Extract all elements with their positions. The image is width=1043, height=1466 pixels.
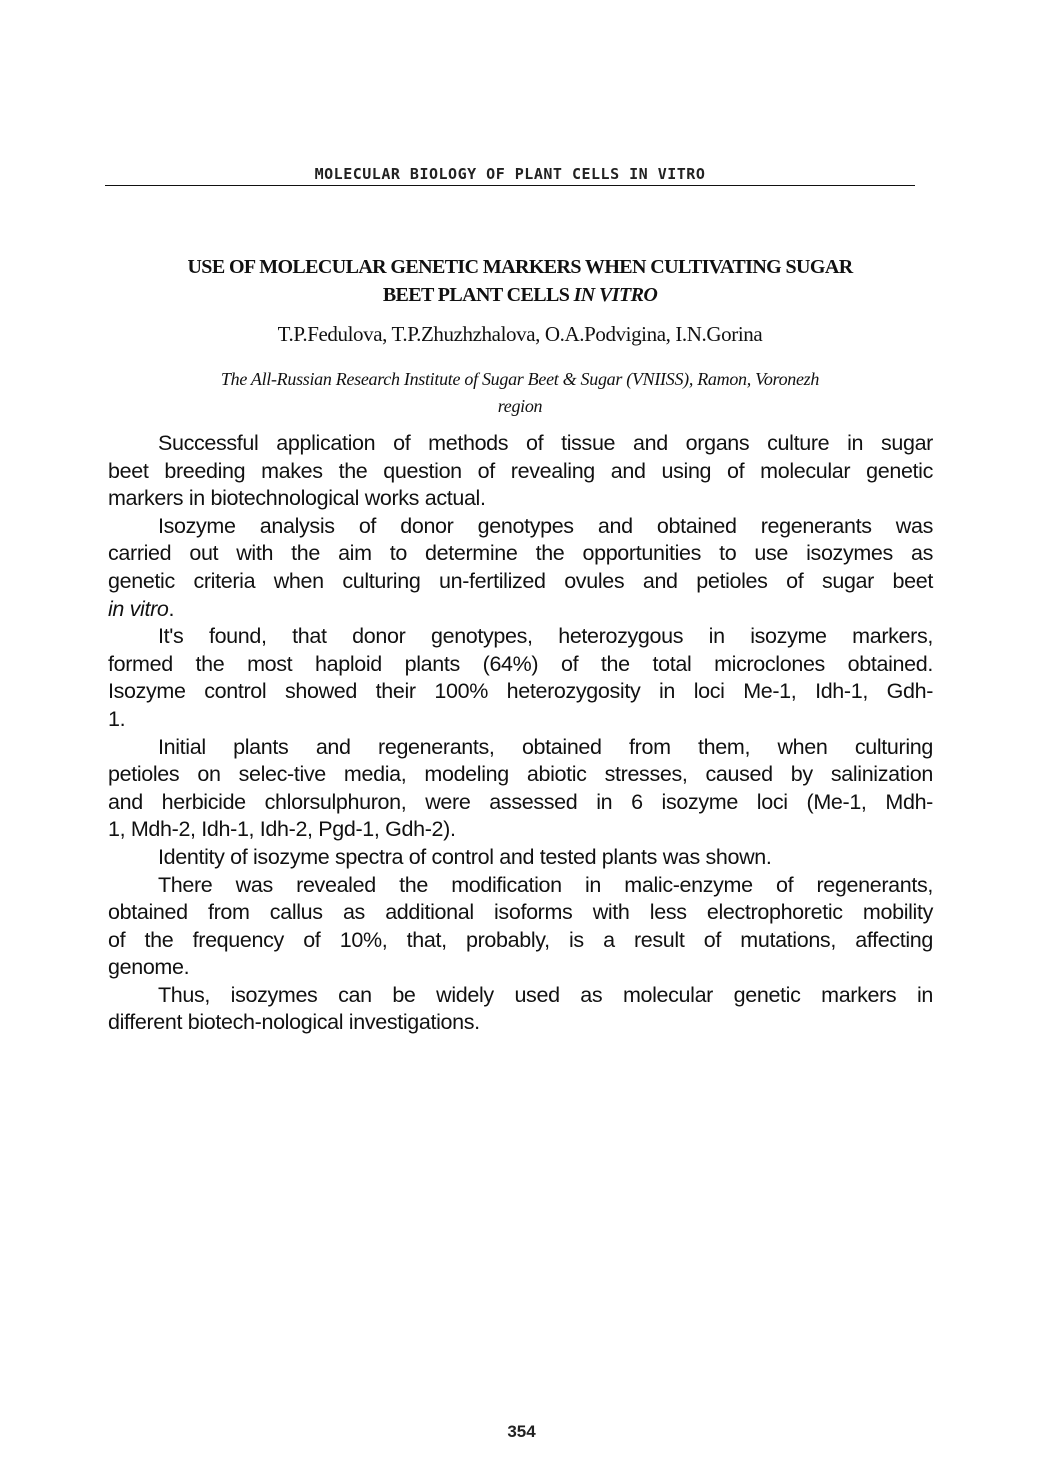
text-line: Initial plants and regenerants, obtained from them, when culturing (158, 734, 933, 759)
article-body (108, 430, 933, 1037)
text-line: markers in biotechnological works actual. (108, 486, 486, 511)
text-line: 1, Mdh-2, Idh-1, Idh-2, Pgd-1, Gdh-2). (108, 817, 456, 842)
text-line: genetic criteria when culturing un-fertilized ovules and petioles of sugar beet (108, 568, 933, 593)
in-vitro-italic: in vitro (108, 596, 169, 621)
text-line (108, 596, 933, 624)
paragraph-4 (108, 734, 933, 844)
text-line: genome. (108, 955, 190, 980)
text-tail: . (168, 596, 175, 621)
authors: T.P.Fedulova, T.P.Zhuzhzhalova, O.A.Podvigina, I.N.Gorina (277, 322, 763, 346)
text-line: beet breeding makes the question of revealing and using of molecular genetic (108, 458, 933, 483)
affiliation (110, 366, 930, 420)
title-line (110, 281, 930, 309)
article-title (110, 253, 930, 309)
title-line: USE OF MOLECULAR GENETIC MARKERS WHEN CULTIVATING SUGAR (187, 256, 853, 278)
text-line: different biotech-nological investigations. (108, 1010, 480, 1035)
paragraph-6 (108, 872, 933, 982)
title-italic: IN VITRO (573, 284, 658, 306)
paragraph-1 (108, 430, 933, 513)
running-head: MOLECULAR BIOLOGY OF PLANT CELLS IN VITRO (314, 165, 706, 183)
paragraph-5 (108, 844, 933, 872)
affiliation-line: region (497, 396, 543, 416)
text-line: petioles on selec-tive media, modeling abiotic stresses, caused by salinization (108, 762, 933, 787)
text-line: obtained from callus as additional isoforms with less electrophoretic mobility (108, 900, 933, 925)
text-line: Successful application of methods of tissue and organs culture in sugar (158, 431, 933, 455)
text-line: Thus, isozymes can be widely used as molecular genetic markers in (158, 982, 933, 1007)
text-line: of the frequency of 10%, that, probably, is a result of mutations, affecting (108, 927, 933, 952)
text-line: formed the most haploid plants (64%) of the total microclones obtained. (108, 651, 933, 676)
title-text: BEET PLANT CELLS (382, 284, 574, 306)
header-rule (105, 185, 915, 186)
text-line: 1. (108, 706, 126, 731)
text-line: Identity of isozyme spectra of control and tested plants was shown. (158, 844, 772, 869)
text-line: carried out with the aim to determine the opportunities to use isozymes as (108, 541, 933, 566)
text-line: Isozyme control showed their 100% heterozygosity in loci Me-1, Idh-1, Gdh- (108, 679, 933, 704)
text-line: and herbicide chlorsulphuron, were assessed in 6 isozyme loci (Me-1, Mdh- (108, 789, 933, 814)
text-line: It's found, that donor genotypes, heterozygous in isozyme markers, (158, 624, 933, 649)
text-line: Isozyme analysis of donor genotypes and obtained regenerants was (158, 513, 933, 538)
page-number: 354 (507, 1422, 536, 1441)
text-line: There was revealed the modification in malic-enzyme of regenerants, (158, 872, 933, 897)
paragraph-7 (108, 982, 933, 1037)
affiliation-line: The All-Russian Research Institute of Sugar Beet & Sugar (VNIISS), Ramon, Voronezh (220, 369, 820, 389)
paragraph-3 (108, 623, 933, 733)
paragraph-2 (108, 513, 933, 623)
